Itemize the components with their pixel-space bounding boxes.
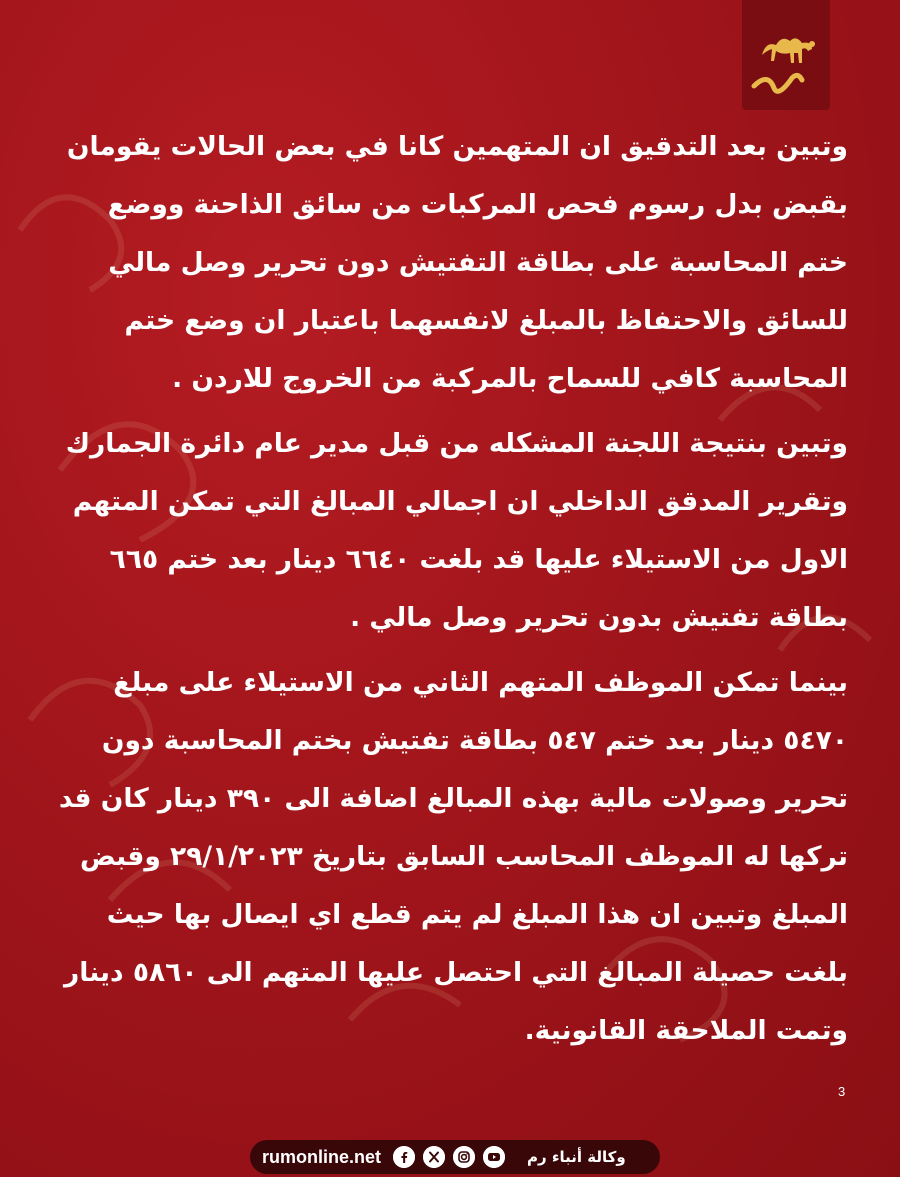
text-line: للسائق والاحتفاظ بالمبلغ لانفسهما باعتبار ان وضع ختم [124, 305, 848, 336]
text-line: وتبين بعد التدقيق ان المتهمين كانا في بعض الحالات يقومان [66, 131, 848, 162]
text-line: وتمت الملاحقة القانونية. [524, 1015, 848, 1046]
text-line: الاول من الاستيلاء عليها قد بلغت ٦٦٤٠ دينار بعد ختم ٦٦٥ [109, 544, 848, 575]
website-link[interactable]: rumonline.net [262, 1146, 382, 1167]
paragraph-3 [52, 654, 848, 1060]
text-line: وتبين بنتيجة اللجنة المشكله من قبل مدير عام دائرة الجمارك [65, 428, 848, 459]
text-line: المبلغ وتبين ان هذا المبلغ لم يتم قطع اي ايصال بها حيث [106, 899, 848, 930]
camel-icon [742, 0, 830, 110]
paragraph-2 [52, 415, 848, 647]
text-line: ختم المحاسبة على بطاقة التفتيش دون تحرير وصل مالي [108, 247, 848, 278]
youtube-icon[interactable] [483, 1146, 505, 1168]
text-line: المحاسبة كافي للسماح بالمركبة من الخروج للاردن . [172, 363, 848, 394]
text-line: بلغت حصيلة المبالغ التي احتصل عليها المتهم الى ٥٨٦٠ دينار [64, 957, 848, 988]
rum-logo [742, 0, 830, 110]
text-line: بينما تمكن الموظف المتهم الثاني من الاستيلاء على مبلغ [113, 667, 848, 698]
paragraph-1 [52, 118, 848, 408]
text-line: تركها له الموظف المحاسب السابق بتاريخ ٢٩/١/٢٠٢٣ وقبض [80, 841, 848, 872]
text-line: ٥٤٧٠ دينار بعد ختم ٥٤٧ بطاقة تفتيش بختم المحاسبة دون [101, 725, 848, 756]
footer-bar [250, 1140, 660, 1174]
document-body [52, 118, 848, 1067]
brand-name: وكالة أنباء رم [527, 1148, 626, 1166]
text-line: وتقرير المدقق الداخلي ان اجمالي المبالغ التي تمكن المتهم [72, 486, 848, 517]
instagram-icon[interactable] [453, 1146, 475, 1168]
text-line: بطاقة تفتيش بدون تحرير وصل مالي . [350, 602, 848, 633]
text-line: بقبض بدل رسوم فحص المركبات من سائق الذاحنة ووضع [107, 189, 848, 220]
page-number: 3 [838, 1084, 846, 1099]
facebook-icon[interactable] [393, 1146, 415, 1168]
text-line: تحرير وصولات مالية بهذه المبالغ اضافة الى ٣٩٠ دينار كان قد [58, 783, 848, 814]
x-icon[interactable] [423, 1146, 445, 1168]
